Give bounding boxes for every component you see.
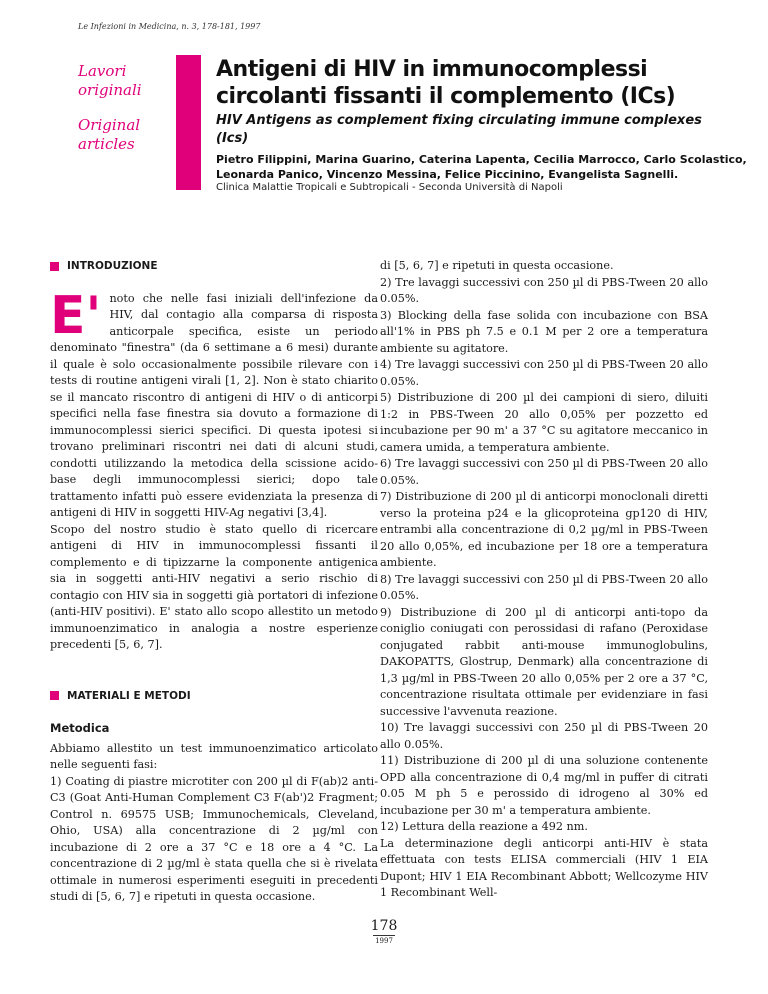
method-step-11: 11) Distribuzione di 200 µl di una soluzione contenente OPD alla concentrazione di 0,4 mg/ml in puffer di citrati 0.05 M ph 5 e perossido di idrogeno al 30% ed incubazione per 30 m' a temperatura ambiente. [380,754,708,817]
method-step-10: 10) Tre lavaggi successivi con 250 µl di PBS-Tween 20 allo 0.05%. [380,721,708,751]
affiliation: Clinica Malattie Tropicali e Subtropicali - Seconda Università di Napoli [216,182,563,193]
section-label-it-1: Lavori [78,62,127,80]
method-step-5: 5) Distribuzione di 200 µl dei campioni di siero, diluiti 1:2 in PBS-Tween 20 allo 0,05% per pozzetto ed incubazione per 90 m' a 37 °C su agitatore meccanico in camera umida, a temperatura ambiente. [380,391,708,454]
right-column [380,258,708,902]
decorative-bar [176,55,201,190]
method-step-8: 8) Tre lavaggi successivi con 250 µl di PBS-Tween 20 allo 0.05%. [380,572,708,602]
left-column [50,258,378,903]
section-labels [78,62,178,154]
section-bullet-icon [50,262,59,271]
method-step-7: 7) Distribuzione di 200 µl di anticorpi monoclonali diretti verso la proteina p24 e la glicoproteina gp120 di HIV, entrambi alla concentrazione di 0,2 µg/ml in PBS-Tween 20 allo 0,05%, ed incubazione per 18 ore a temperatura ambiente. [380,490,708,569]
journal-citation: Le Infezioni in Medicina, n. 3, 178-181, 1997 [78,22,261,31]
article-subtitle: HIV Antigens as complement fixing circulating immune complexes (Ics) [216,113,702,146]
method-step-4: 4) Tre lavaggi successivi con 250 µl di PBS-Tween 20 allo 0.05%. [380,358,708,388]
page-footer [0,918,768,945]
intro-paragraph-1: noto che nelle fasi iniziali dell'infezione da HIV, dal contagio alla comparsa di risposta anticorpale specifica, esiste un periodo denominato "finestra" (da 6 settimane a 6 mesi) durante il quale è solo occasionalmente possibile rilevare con i tests di routine antigeni virali [1, 2]. Non è stato chiarito se il mancato riscontro di antigeni di HIV o di anticorpi specifici nella fase finestra sia dovuto a formazione di immunocomplessi sierici specifici. Di questa ipotesi si trovano preliminari riscontri nei dati di alcuni studi, condotti utilizzando la metodica della scissione acido-base degli immunocomplessi sierici; dopo tale trattamento infatti può essere evidenziata la presenza di antigeni di HIV in soggetti HIV-Ag negativi [3,4]. [50,291,378,519]
method-step-2: 2) Tre lavaggi successivi con 250 µl di PBS-Tween 20 allo 0.05%. [380,275,708,305]
methods-subheading: Metodica [50,721,110,735]
article-title: Antigeni di HIV in immunocomplessi circolanti fissanti il complemento (ICs) [216,57,676,109]
section-label-en-1: Original [78,116,141,134]
methods-closing: La determinazione degli anticorpi anti-HIV è stata effettuata con tests ELISA commerciali (HIV 1 EIA Dupont; HIV 1 EIA Recombinant Abbott; Wellcozyme HIV 1 Recombinant Well- [380,836,708,899]
method-step-3: 3) Blocking della fase solida con incubazione con BSA all'1% in PBS ph 7.5 e 0.1 M per 2 ore a temperatura ambiente su agitatore. [380,308,708,355]
section-bullet-icon [50,691,59,700]
intro-heading: INTRODUZIONE [50,258,378,275]
method-step-6: 6) Tre lavaggi successivi con 250 µl di PBS-Tween 20 allo 0.05%. [380,457,708,487]
methods-heading: MATERIALI E METODI [50,688,378,705]
intro-paragraph-2: Scopo del nostro studio è stato quello di ricercare antigeni di HIV in immunocomplessi fissanti il complemento e di tipizzarne la componente antigenica sia in soggetti anti-HIV negativi a serio rischio di contagio con HIV sia in soggetti già portatori di infezione (anti-HIV positivi). E' stato allo scopo allestito un metodo immunoenzimatico in analogia a nostre esperienze precedenti [5, 6, 7]. [50,522,378,651]
method-step-12: 12) Lettura della reazione a 492 nm. [380,820,588,833]
methods-lead: Abbiamo allestito un test immunoenzimatico articolato nelle seguenti fasi: [50,741,378,771]
page-year: 1997 [375,937,393,945]
section-label-en-2: articles [78,135,135,153]
section-label-it-2: originali [78,81,142,99]
method-step-1-continuation: di [5, 6, 7] e ripetuti in questa occasione. [380,259,614,272]
author-list: Pietro Filippini, Marina Guarino, Caterina Lapenta, Cecilia Marrocco, Carlo Scolastico, Leonarda Panico, Vincenzo Messina, Felice Piccinino, Evangelista Sagnelli. [216,153,747,181]
method-step-1: 1) Coating di piastre microtiter con 200 µl di F(ab)2 anti-C3 (Goat Anti-Human Complement C3 F(ab')2 Fragment; Control n. 69575 USB; Immunochemicals, Cleveland, Ohio, USA) alla concentrazione di 2 µg/ml con incubazione di 2 ore a 37 °C e 18 ore a 4 °C. La concentrazione di 2 µg/ml è stata quella che si è rivelata ottimale in numerosi esperimenti eseguiti in precedenti studi di [5, 6, 7] e ripetuti in questa occasione. [50,774,378,903]
drop-cap: E' [50,285,102,346]
method-step-9: 9) Distribuzione di 200 µl di anticorpi anti-topo da coniglio coniugati con perossidasi di rafano (Peroxidase conjugated rabbit anti-mouse immunoglobulins, DAKOPATTS, Glostrup, Denmark) alla concentrazione di 1,3 µg/ml in PBS-Tween 20 allo 0,05% per 2 ore a 37 °C, concentrazione risultata ottimale per evidenziare in fasi successive l'avvenuta reazione. [380,605,708,718]
page-number: 178 [370,918,398,934]
